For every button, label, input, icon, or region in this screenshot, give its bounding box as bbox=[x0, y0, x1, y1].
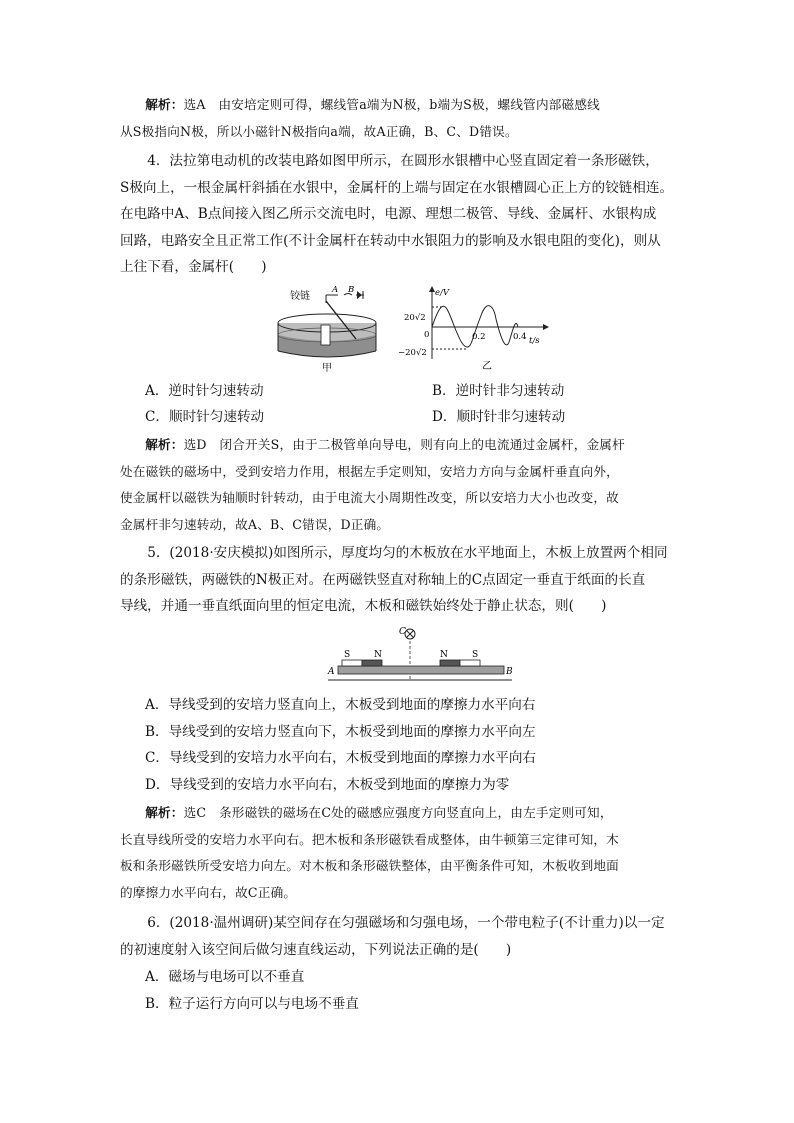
question-line: 5．(2018·安庆模拟)如图所示，厚度均匀的木板放在水平地面上，木板上放置两个相同 bbox=[147, 545, 668, 561]
label-N-right: N bbox=[440, 650, 448, 660]
options-q6 bbox=[145, 964, 675, 1017]
label-C: C bbox=[399, 627, 406, 637]
label-hinge: 铰链 bbox=[290, 291, 310, 302]
solution-line: 解析：选C 条形磁铁的磁场在C处的磁感应强度方向竖直向上，由左手定则可知， bbox=[145, 805, 613, 820]
solution-tag: 解析： bbox=[145, 437, 184, 452]
y-axis-label: e/V bbox=[435, 288, 450, 298]
question-6 bbox=[120, 910, 675, 963]
option-5d: D．导线受到的安培力水平向右，木板受到地面的摩擦力为零 bbox=[145, 776, 510, 793]
y-tick-top: 20√2 bbox=[404, 313, 426, 323]
solution-line: 处在磁铁的磁场中，受到安培力作用，根据左手定则知，安培力方向与金属杆垂直向外， bbox=[120, 463, 619, 479]
solution-q4 bbox=[120, 432, 675, 538]
question-line: S极向上，一根金属杆斜插在水银中，金属杆的上端与固定在水银槽圆心正上方的铰链相连。 bbox=[120, 179, 674, 196]
option-4a: A．逆时针匀速转动 bbox=[145, 383, 264, 399]
solution-tag: 解析： bbox=[145, 97, 184, 112]
label-B: B bbox=[348, 285, 355, 295]
label-B: B bbox=[506, 667, 513, 677]
label-S-right: S bbox=[472, 650, 479, 660]
question-line: 的初速度射入该空间后做匀速直线运动，下列说法正确的是( ) bbox=[120, 941, 512, 958]
solution-line: 的摩擦力水平向右，故C正确。 bbox=[120, 884, 297, 900]
option-4c: C．顺时针匀速转动 bbox=[145, 409, 265, 425]
option-5b: B．导线受到的安培力竖直向下，木板受到地面的摩擦力水平向左 bbox=[145, 723, 536, 740]
solution-line: 金属杆非匀速转动，故A、B、C错误，D正确。 bbox=[120, 516, 390, 532]
option-5c: C．导线受到的安培力水平向右，木板受到地面的摩擦力水平向右 bbox=[145, 750, 537, 766]
x-tick-2: 0.4 bbox=[513, 332, 527, 342]
question-line: 回路，电路安全且正常工作(不计金属杆在转动中水银阻力的影响及水银电阻的变化)，则从 bbox=[120, 232, 661, 249]
figure-mercury-trough bbox=[268, 283, 388, 373]
option-6b: B．粒子运行方向可以与电场不垂直 bbox=[145, 995, 359, 1012]
solution-line: 使金属杆以磁铁为轴顺时针转动，由于电流大小周期性改变，所以安培力大小也改变，故 bbox=[120, 490, 619, 505]
option-5a: A．导线受到的安培力竖直向上，木板受到地面的摩擦力水平向右 bbox=[145, 697, 536, 713]
question-line: 上往下看，金属杆( ) bbox=[120, 259, 267, 275]
solution-q5 bbox=[120, 800, 675, 906]
question-line: 6．(2018·温州调研)某空间存在匀强磁场和匀强电场，一个带电粒子(不计重力)以一定 bbox=[147, 915, 665, 931]
option-4b: B．逆时针非匀速转动 bbox=[432, 383, 565, 399]
question-line: 导线，并通一垂直纸面向里的恒定电流，木板和磁铁始终处于静止状态，则( ) bbox=[120, 598, 607, 614]
solution-tag: 解析： bbox=[145, 805, 184, 820]
label-A: A bbox=[328, 667, 335, 677]
label-A: A bbox=[332, 285, 339, 295]
question-4 bbox=[120, 148, 675, 281]
label-S-left: S bbox=[344, 650, 351, 660]
solution-line: 板和条形磁铁所受安培力向左。对木板和条形磁铁整体，由平衡条件可知，木板收到地面 bbox=[120, 858, 619, 873]
option-6a: A．磁场与电场可以不垂直 bbox=[145, 969, 305, 985]
question-line: 的条形磁铁，两磁铁的N极正对。在两磁铁竖直对称轴上的C点固定一垂直于纸面的长直 bbox=[120, 571, 646, 588]
question-line: 4．法拉第电动机的改装电路如图甲所示，在圆形水银槽中心竖直固定着一条形磁铁， bbox=[147, 153, 659, 169]
solution-line: 长直导线所受的安培力水平向右。把木板和条形磁铁看成整体，由牛顿第三定律可知，木 bbox=[120, 831, 619, 847]
solution-line: 解析：选D 闭合开关S，由于二极管单向导电，则有向上的电流通过金属杆，金属杆 bbox=[145, 437, 625, 452]
label-N-left: N bbox=[374, 650, 382, 660]
option-4d: D．顺时针非匀速转动 bbox=[432, 409, 566, 425]
options-q5 bbox=[145, 692, 675, 798]
question-5 bbox=[120, 540, 675, 620]
x-tick-1: 0.2 bbox=[472, 332, 486, 342]
solution-line: 从S极指向N极，所以小磁针N极指向a端，故A正确，B、C、D错误。 bbox=[120, 123, 518, 139]
solution-q3 bbox=[120, 92, 675, 145]
origin-label: 0 bbox=[424, 330, 430, 340]
y-tick-bottom: −20√2 bbox=[398, 348, 427, 358]
figure-board-magnets bbox=[322, 622, 518, 686]
caption-yi: 乙 bbox=[482, 361, 492, 372]
caption-jia: 甲 bbox=[322, 363, 332, 373]
question-line: 在电路中A、B点间接入图乙所示交流电时，电源、理想二极管、导线、金属杆、水银构成 bbox=[120, 206, 657, 222]
solution-line: 解析：选A 由安培定则可得，螺线管a端为N极，b端为S极，螺线管内部磁感线 bbox=[145, 97, 600, 112]
x-axis-label: t/s bbox=[529, 336, 540, 346]
figure-sine-graph bbox=[396, 283, 556, 373]
